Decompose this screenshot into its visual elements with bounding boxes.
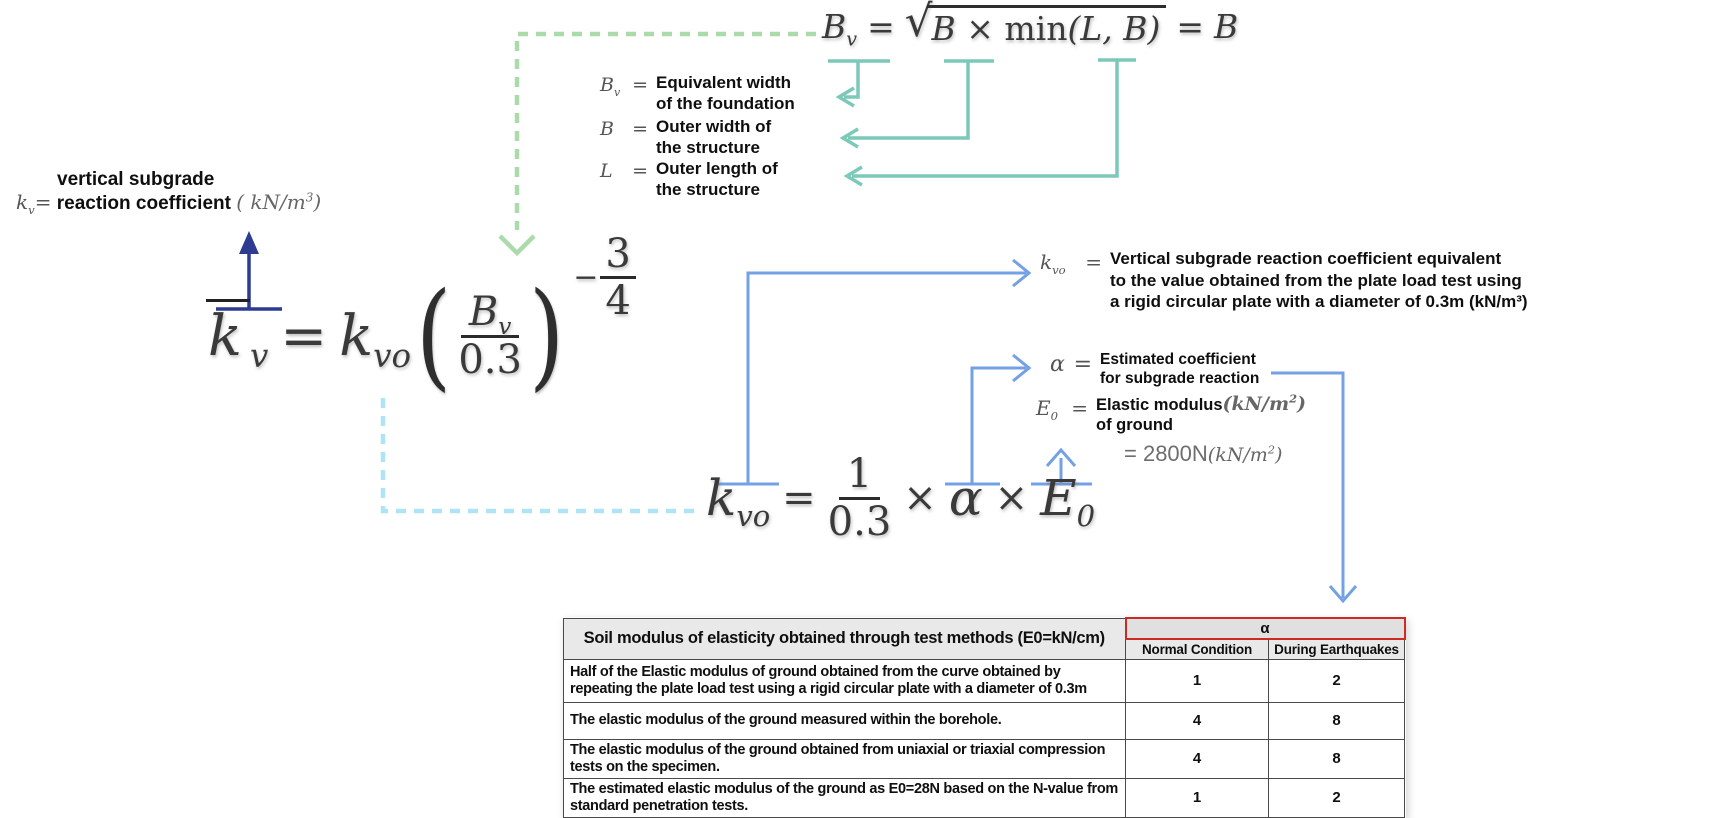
bv-symbol: $B_v$ =	[600, 74, 648, 99]
definition-text: Equivalent width of the foundation	[656, 73, 795, 113]
row-normal-value: 1	[1126, 659, 1269, 702]
table-header-row	[564, 618, 1405, 639]
kvo-symbol: $k_{vo}$ =	[1040, 250, 1102, 277]
formula-kvo: $k_{vo}$ = $\frac{1}{0.3}$ × α × $E_0$	[706, 451, 1096, 545]
connector-kvo-definition	[717, 260, 1029, 484]
bv-symbol: $B_v$	[822, 7, 858, 51]
table-row	[564, 778, 1405, 817]
kvo-symbol: $k_{vo}$	[339, 303, 412, 376]
row-earthquake-value: 2	[1269, 778, 1405, 817]
table-alpha-header: α	[1126, 618, 1405, 639]
definition-text: Estimated coefficient for subgrade reaction	[1100, 351, 1260, 387]
definition-b	[600, 116, 771, 158]
l-symbol: L =	[600, 160, 648, 182]
e0-symbol: $E_0$ =	[1036, 396, 1088, 423]
connector-l-outer-length	[847, 60, 1136, 185]
table-main-header: Soil modulus of elasticity obtained through test methods (E0=kN/cm)	[564, 618, 1126, 659]
table-col-header-normal: Normal Condition	[1126, 639, 1269, 659]
row-earthquake-value: 8	[1269, 702, 1405, 739]
row-normal-value: 4	[1126, 702, 1269, 739]
table-row	[564, 739, 1405, 778]
definition-kv: vertical subgrade $k_v=$ reaction coefficient ( $kN/m^3$)	[16, 169, 322, 217]
e0-symbol: $E_0$	[1040, 469, 1096, 534]
alpha-symbol: α	[948, 469, 983, 528]
e0-value-unit: $(kN/m^2)$	[1207, 442, 1283, 466]
definition-alpha	[1050, 350, 1259, 388]
table-row	[564, 659, 1405, 702]
formula-equivalent-width: $B_v$ = √ B × min(L, B) = B	[822, 0, 1239, 51]
row-description: The elastic modulus of the ground obtained from uniaxial or triaxial compression tests on the specimen.	[564, 739, 1126, 778]
row-description: The elastic modulus of the ground measured within the borehole.	[564, 702, 1126, 739]
kv-symbol: $k_v=$	[16, 190, 52, 217]
exponent-minus-three-quarters: − $\frac{3}{4}$	[573, 234, 638, 322]
alpha-coefficient-table	[563, 617, 1406, 818]
connector-kvo-between-formulas	[383, 398, 700, 511]
definition-l	[600, 158, 778, 200]
connector-bv-equivalent-width	[828, 61, 890, 106]
definition-e0	[1036, 391, 1307, 467]
kv-unit: ( $kN/m^3$)	[236, 190, 322, 214]
kv-barred-symbol: k $_v$	[206, 304, 268, 369]
table-col-header-earthquakes: During Earthquakes	[1269, 639, 1405, 659]
definition-text: Outer width of the structure	[656, 117, 772, 157]
definition-text: Elastic $modulus(kN/m^2)$ of ground	[1096, 391, 1307, 434]
fraction-bv-03: $\frac{B_v}{0.3}$	[458, 289, 522, 383]
sqrt-radical: √ B × min(L, B)	[905, 5, 1167, 48]
row-normal-value: 1	[1126, 778, 1269, 817]
kvo-symbol: $k_{vo}$	[706, 469, 771, 534]
definition-bv	[600, 72, 795, 114]
definition-text: Outer length of the structure	[656, 159, 778, 199]
table-row	[564, 702, 1405, 739]
b-symbol: B =	[600, 118, 648, 140]
row-normal-value: 4	[1126, 739, 1269, 778]
row-earthquake-value: 8	[1269, 739, 1405, 778]
definition-kvo	[1040, 248, 1528, 313]
row-description: The estimated elastic modulus of the ground as E0=28N based on the N-value from standard penetration tests.	[564, 778, 1126, 817]
row-earthquake-value: 2	[1269, 659, 1405, 702]
alpha-symbol: α =	[1050, 352, 1092, 377]
row-description: Half of the Elastic modulus of ground obtained from the curve obtained by repeating the plate load test using a rigid circular plate with a diameter of 0.3m	[564, 659, 1126, 702]
fraction-1-03: $\frac{1}{0.3}$	[827, 451, 892, 545]
definition-text: Vertical subgrade reaction coefficient equivalent to the value obtained from the plate load test using a rigid circular plate with a diameter of 0.3m (kN/m³)	[1110, 249, 1528, 311]
e0-unit: $(kN/m^2)$	[1222, 391, 1307, 415]
connector-b-outer-width	[843, 61, 994, 147]
formula-kv-main: k $_v$ = $k_{vo}$ ( $\frac{B_v}{0.3}$ ) − $\frac{3}{4}$	[206, 290, 638, 383]
e0-value: = $2800N(kN/m^2)$	[1124, 441, 1283, 466]
